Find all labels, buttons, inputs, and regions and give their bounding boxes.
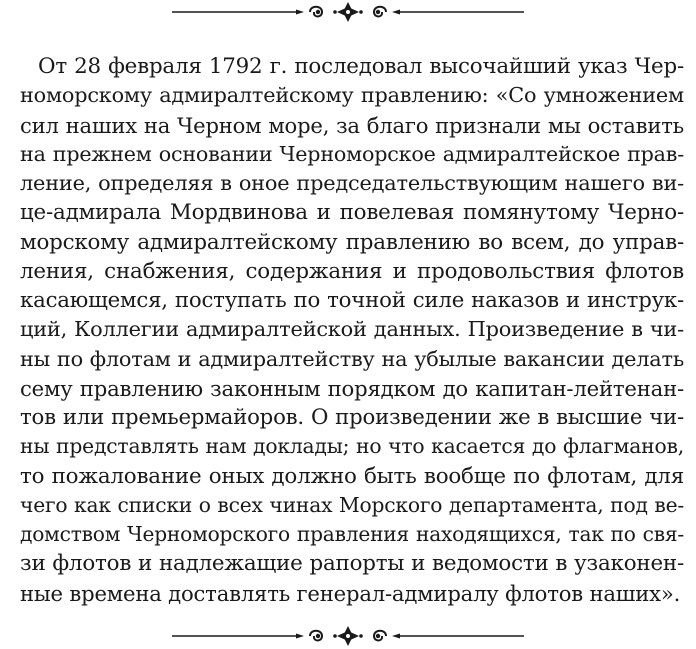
text-line: це-адмирала Мордвинова и повелевая помянутому Черно- xyxy=(20,200,684,226)
top-ornament-divider xyxy=(0,0,696,24)
text-line: касающемся, поступать по точной силе наказов и инструк- xyxy=(20,288,684,313)
bottom-ornament-divider xyxy=(0,624,696,648)
text-line: морскому адмиралтейскому правлению во всем, до управ- xyxy=(20,229,684,255)
text-line: сему правлению законным порядком до капитан-лейтенан- xyxy=(20,375,684,401)
text-line: сил наших на Черном море, за благо признали мы оставить xyxy=(20,112,684,138)
text-line: ций, Коллегии адмиралтейской данных. Произведение в чи- xyxy=(20,317,684,342)
ornament-svg xyxy=(0,624,696,648)
text-line: ления, снабжения, содержания и продовольствия флотов xyxy=(20,258,684,284)
text-line: чего как списки о всех чинах Морского департамента, под ве- xyxy=(20,492,684,517)
text-line: ление, определяя в оное председательствующим нашего ви- xyxy=(20,171,684,195)
text-line: номорскому адмиралтейскому правлению: «Со умножением xyxy=(20,83,684,108)
text-line: ны представлять нам доклады; но что касается до флагманов, xyxy=(20,434,684,459)
ornament-svg xyxy=(0,0,696,24)
text-line: ные времена доставлять генерал-адмиралу флотов наших». xyxy=(20,580,681,606)
text-line: От 28 февраля 1792 г. последовал высочайший указ Чер- xyxy=(38,54,684,79)
paragraph-text xyxy=(20,52,684,608)
text-line: то пожалование оных должно быть вообще по флотам, для xyxy=(20,463,684,489)
text-line: на прежнем основании Черноморское адмиралтейское прав- xyxy=(20,141,684,166)
text-line: зи флотов и надлежащие рапорты и ведомости в узаконен- xyxy=(20,551,684,577)
text-line: тов или премьермайоров. О произведении же в высшие чи- xyxy=(20,405,684,430)
text-line: ны по флотам и адмиралтейству на убылые вакансии делать xyxy=(20,346,684,371)
text-line: домством Черноморского правления находящихся, так по свя- xyxy=(20,522,684,546)
